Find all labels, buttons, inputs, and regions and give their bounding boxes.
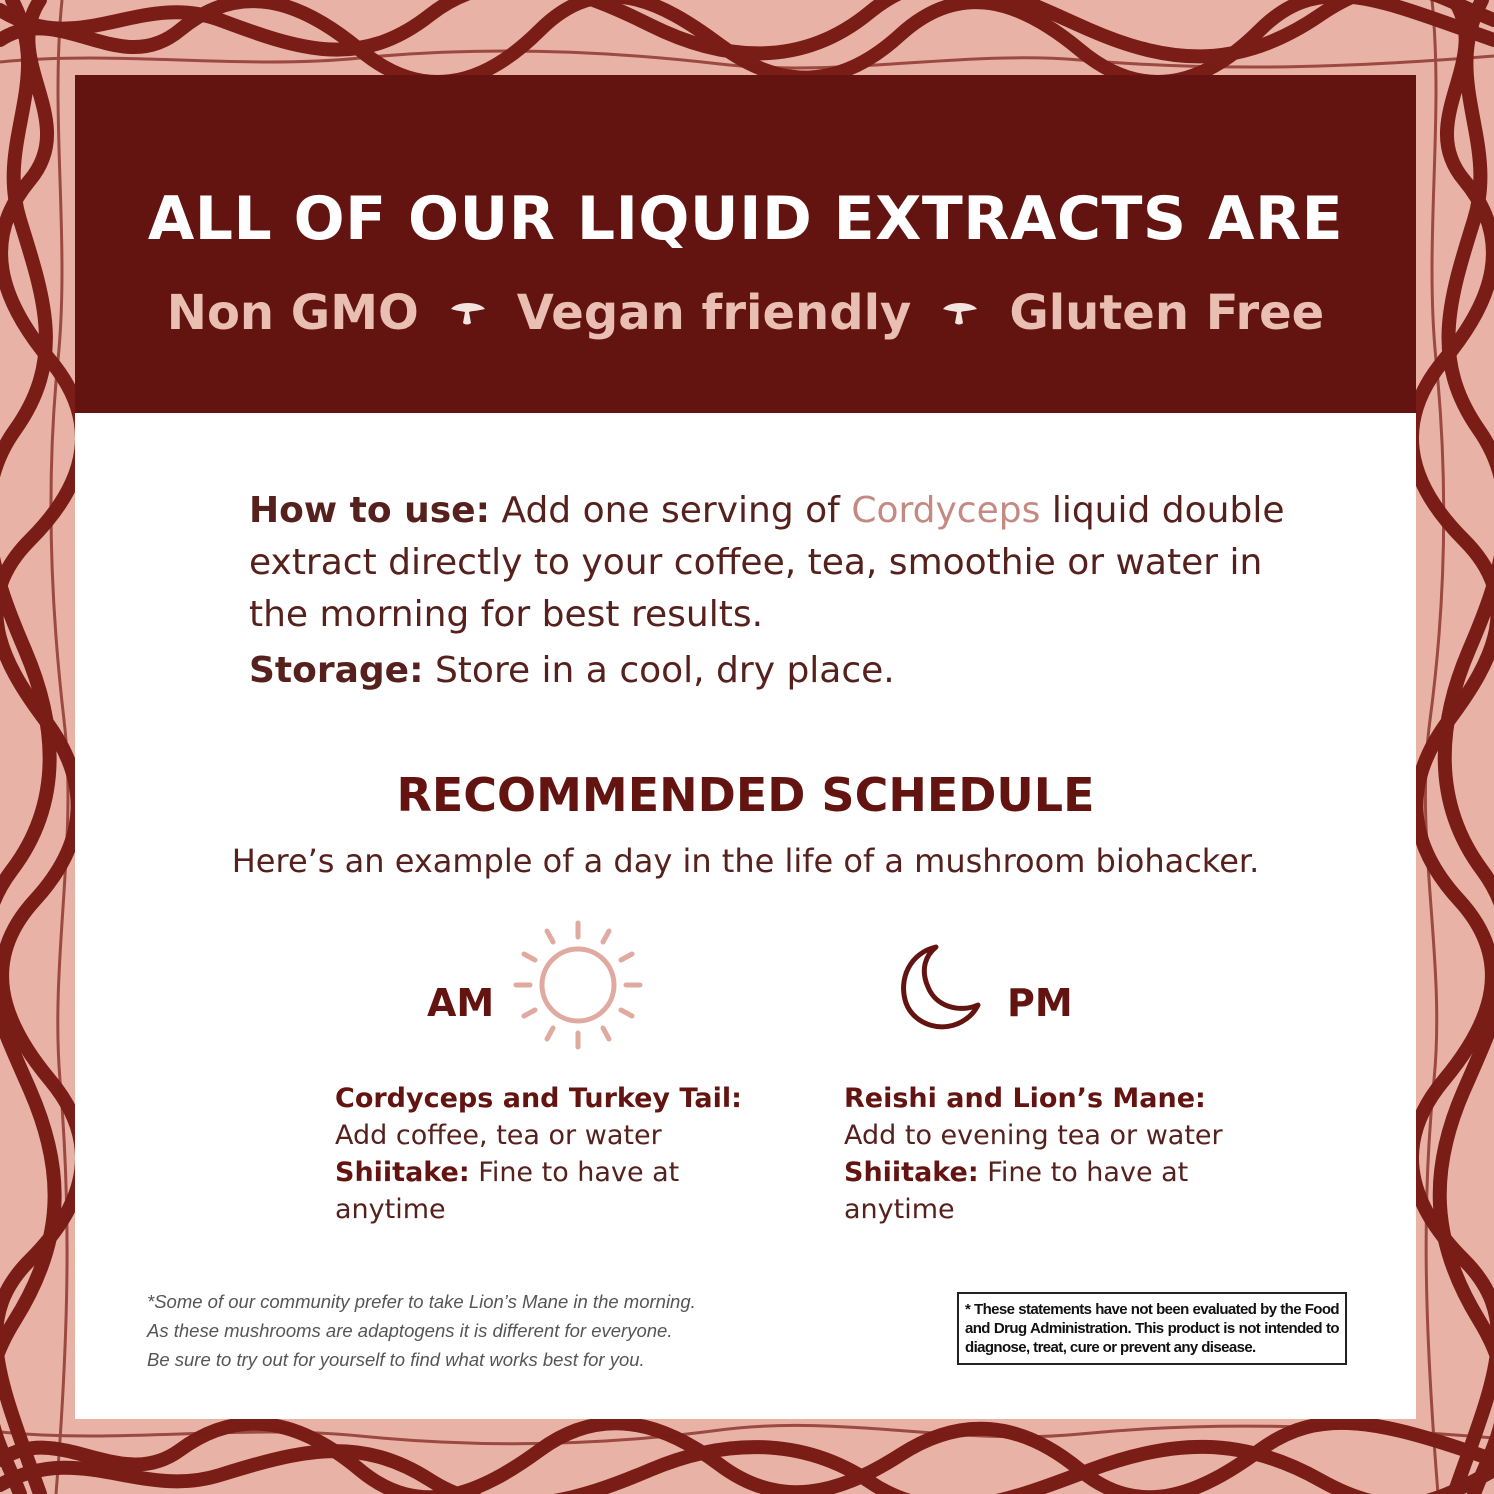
- banner-title: ALL OF OUR LIQUID EXTRACTS ARE: [147, 184, 1344, 254]
- am-heading: Cordyceps and Turkey Tail:: [335, 1083, 742, 1114]
- pm-label: PM: [1007, 981, 1073, 1025]
- storage-label: Storage:: [249, 650, 424, 691]
- feature-non-gmo: Non GMO: [166, 285, 419, 341]
- footnote: [147, 1287, 797, 1374]
- pm-line: Add to evening tea or water: [844, 1120, 1223, 1151]
- pm-extra-label: Shiitake:: [844, 1157, 979, 1188]
- pm-schedule: [844, 1080, 1264, 1228]
- feature-gluten-free: Gluten Free: [1009, 285, 1325, 341]
- usage-instructions: [249, 485, 1329, 697]
- am-extra-text: Fine to have at anytime: [335, 1157, 680, 1225]
- storage: [249, 645, 1329, 697]
- footnote-line: *Some of our community prefer to take Lion’s Mane in the morning.: [147, 1291, 696, 1312]
- moon-icon: [896, 943, 982, 1033]
- sun-icon: [512, 919, 644, 1051]
- schedule-subtitle: Here’s an example of a day in the life of a mushroom biohacker.: [231, 842, 1260, 880]
- storage-text: Store in a cool, dry place.: [434, 650, 895, 691]
- how-to-use-label: How to use:: [249, 490, 490, 531]
- how-to-use-text-1: Add one serving of: [501, 490, 840, 531]
- how-to-use-text-2: liquid double extract directly to your coffee, tea, smoothie or water in the morning for best results.: [249, 490, 1285, 635]
- pm-heading: Reishi and Lion’s Mane:: [844, 1083, 1206, 1114]
- am-extra-label: Shiitake:: [335, 1157, 470, 1188]
- footnote-line: Be sure to try out for yourself to find what works best for you.: [147, 1349, 645, 1370]
- am-label: AM: [427, 981, 495, 1025]
- schedule-title: RECOMMENDED SCHEDULE: [396, 768, 1095, 822]
- how-to-use: [249, 485, 1329, 641]
- mushroom-icon: [939, 299, 981, 327]
- feature-list: [75, 283, 1416, 343]
- am-line: Add coffee, tea or water: [335, 1120, 662, 1151]
- am-schedule: [335, 1080, 755, 1228]
- fda-disclaimer: * These statements have not been evaluated by the Food and Drug Administration. This product is not intended to diagnose, treat, cure or prevent any disease.: [957, 1292, 1347, 1365]
- pm-extra-text: Fine to have at anytime: [844, 1157, 1189, 1225]
- content-card: [75, 75, 1416, 1419]
- mushroom-icon: [447, 299, 489, 327]
- feature-vegan-friendly: Vegan friendly: [516, 285, 912, 341]
- banner: [75, 75, 1416, 413]
- footnote-line: As these mushrooms are adaptogens it is different for everyone.: [147, 1320, 673, 1341]
- highlight-cordyceps: Cordyceps: [851, 490, 1041, 531]
